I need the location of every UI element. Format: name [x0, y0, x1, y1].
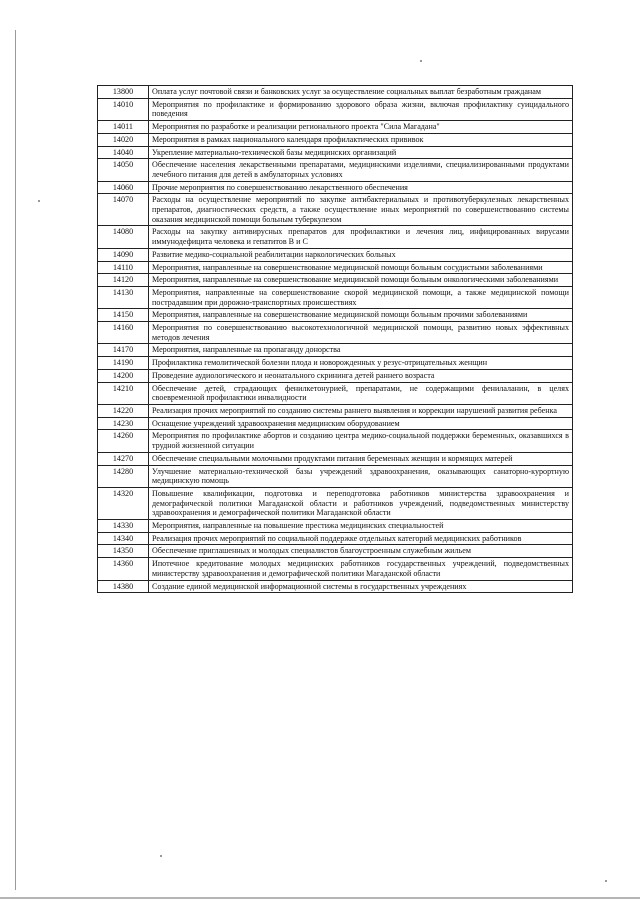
- row-code: 14050: [98, 159, 149, 181]
- row-name: Мероприятия, направленные на пропаганду донорства: [149, 344, 573, 357]
- table-row: [98, 520, 573, 533]
- row-name: Расходы на осуществление мероприятий по закупке антибактериальных и противотуберкулезных лекарственных препаратов, диагностических средств, а также осуществление иных мероприятий по совершенствованию системы оказания медицинской помощи больным туберкулезом: [149, 194, 573, 226]
- table-row: [98, 226, 573, 248]
- scan-edge-line: [15, 30, 16, 890]
- row-name: Развитие медико-социальной реабилитации наркологических больных: [149, 248, 573, 261]
- row-name: Мероприятия, направленные на совершенствование скорой медицинской помощи, а также медицинской помощи пострадавшим при дорожно-транспортных происшествиях: [149, 286, 573, 308]
- row-code: 14011: [98, 121, 149, 134]
- table-row: [98, 357, 573, 370]
- scan-bottom-line: [0, 897, 640, 899]
- row-code: 14040: [98, 146, 149, 159]
- table-row: [98, 322, 573, 344]
- row-code: 14380: [98, 580, 149, 593]
- table-row: [98, 261, 573, 274]
- row-code: 14270: [98, 452, 149, 465]
- table-row: [98, 133, 573, 146]
- row-code: 14110: [98, 261, 149, 274]
- row-code: 14260: [98, 430, 149, 452]
- table-row: [98, 121, 573, 134]
- row-code: 13800: [98, 86, 149, 99]
- table-row: [98, 487, 573, 519]
- row-name: Мероприятия, направленные на совершенствование медицинской помощи больным онкологическими заболеваниями: [149, 274, 573, 287]
- table-row: [98, 181, 573, 194]
- row-name: Обеспечение населения лекарственными препаратами, медицинскими изделиями, специализированными продуктами лечебного питания для детей в амбулаторных условиях: [149, 159, 573, 181]
- row-code: 14020: [98, 133, 149, 146]
- row-name: Мероприятия по профилактике и формированию здорового образа жизни, включая профилактику суицидального поведения: [149, 98, 573, 120]
- row-name: Оснащение учреждений здравоохранения медицинским оборудованием: [149, 417, 573, 430]
- row-code: 14280: [98, 465, 149, 487]
- row-name: Мероприятия, направленные на совершенствование медицинской помощи больным прочими заболеваниями: [149, 309, 573, 322]
- table-row: [98, 86, 573, 99]
- scan-speck: [605, 880, 607, 882]
- table-row: [98, 248, 573, 261]
- table-row: [98, 146, 573, 159]
- row-code: 14170: [98, 344, 149, 357]
- table-row: [98, 369, 573, 382]
- row-name: Мероприятия, направленные на совершенствование медицинской помощи больным сосудистыми заболеваниями: [149, 261, 573, 274]
- table-row: [98, 98, 573, 120]
- table-row: [98, 430, 573, 452]
- table-row: [98, 404, 573, 417]
- row-name: Реализация прочих мероприятий по созданию системы раннего выявления и коррекции нарушений развития ребенка: [149, 404, 573, 417]
- table-row: [98, 580, 573, 593]
- row-name: Обеспечение приглашенных и молодых специалистов благоустроенным служебным жильем: [149, 545, 573, 558]
- row-code: 14190: [98, 357, 149, 370]
- row-code: 14230: [98, 417, 149, 430]
- row-code: 14160: [98, 322, 149, 344]
- row-code: 14120: [98, 274, 149, 287]
- row-code: 14080: [98, 226, 149, 248]
- row-code: 14340: [98, 532, 149, 545]
- table-row: [98, 545, 573, 558]
- row-name: Улучшение материально-технической базы учреждений здравоохранения, оказывающих санаторно-курортную медицинскую помощь: [149, 465, 573, 487]
- row-name: Обеспечение детей, страдающих фенилкетонурией, препаратами, не содержащими фенилаланин, в целях своевременной профилактики инвалидности: [149, 382, 573, 404]
- row-code: 14330: [98, 520, 149, 533]
- row-code: 14200: [98, 369, 149, 382]
- scan-speck: [420, 60, 422, 62]
- table-row: [98, 465, 573, 487]
- row-name: Мероприятия по совершенствованию высокотехнологичной медицинской помощи, развитию новых эффективных методов лечения: [149, 322, 573, 344]
- row-name: Создание единой медицинской информационной системы в государственных учреждениях: [149, 580, 573, 593]
- table-row: [98, 344, 573, 357]
- row-code: 14070: [98, 194, 149, 226]
- budget-codes-table: [97, 85, 573, 593]
- row-code: 14350: [98, 545, 149, 558]
- table-row: [98, 159, 573, 181]
- row-code: 14130: [98, 286, 149, 308]
- row-code: 14060: [98, 181, 149, 194]
- row-name: Ипотечное кредитование молодых медицинских работников государственных учреждений, подведомственных министерству здравоохранения и демографической политики Магаданской области: [149, 558, 573, 580]
- row-name: Укрепление материально-технической базы медицинских организаций: [149, 146, 573, 159]
- row-code: 14210: [98, 382, 149, 404]
- table-row: [98, 286, 573, 308]
- table-row: [98, 452, 573, 465]
- table-row: [98, 558, 573, 580]
- row-code: 14320: [98, 487, 149, 519]
- row-code: 14150: [98, 309, 149, 322]
- scan-speck: [160, 855, 162, 857]
- row-name: Мероприятия по профилактике абортов и созданию центра медико-социальной поддержки беременных, оказавшихся в трудной жизненной ситуации: [149, 430, 573, 452]
- row-name: Мероприятия по разработке и реализации регионального проекта "Сила Магадана": [149, 121, 573, 134]
- row-name: Прочие мероприятия по совершенствованию лекарственного обеспечения: [149, 181, 573, 194]
- table-row: [98, 382, 573, 404]
- row-name: Проведение аудиологического и неонатального скрининга детей раннего возраста: [149, 369, 573, 382]
- row-code: 14010: [98, 98, 149, 120]
- row-code: 14360: [98, 558, 149, 580]
- table-row: [98, 194, 573, 226]
- row-name: Профилактика гемолитической болезни плода и новорожденных у резус-отрицательных женщин: [149, 357, 573, 370]
- row-code: 14090: [98, 248, 149, 261]
- row-name: Мероприятия, направленные на повышение престижа медицинских специальностей: [149, 520, 573, 533]
- row-name: Мероприятия в рамках национального календаря профилактических прививок: [149, 133, 573, 146]
- row-name: Обеспечение специальными молочными продуктами питания беременных женщин и кормящих матерей: [149, 452, 573, 465]
- table-row: [98, 274, 573, 287]
- row-name: Расходы на закупку антивирусных препаратов для профилактики и лечения лиц, инфицированных вирусами иммунодефицита человека и гепатитов В и С: [149, 226, 573, 248]
- row-code: 14220: [98, 404, 149, 417]
- table-row: [98, 417, 573, 430]
- table-row: [98, 532, 573, 545]
- table-body: [98, 86, 573, 593]
- row-name: Реализация прочих мероприятий по социальной поддержке отдельных категорий медицинских работников: [149, 532, 573, 545]
- table-row: [98, 309, 573, 322]
- row-name: Оплата услуг почтовой связи и банковских услуг за осуществление социальных выплат безработным гражданам: [149, 86, 573, 99]
- row-name: Повышение квалификации, подготовка и переподготовка работников министерства здравоохранения и демографической политики Магаданской области и работников учреждений, подведомственных министерству здравоохранения и демографической политики Магаданской области: [149, 487, 573, 519]
- scan-speck: [38, 200, 40, 202]
